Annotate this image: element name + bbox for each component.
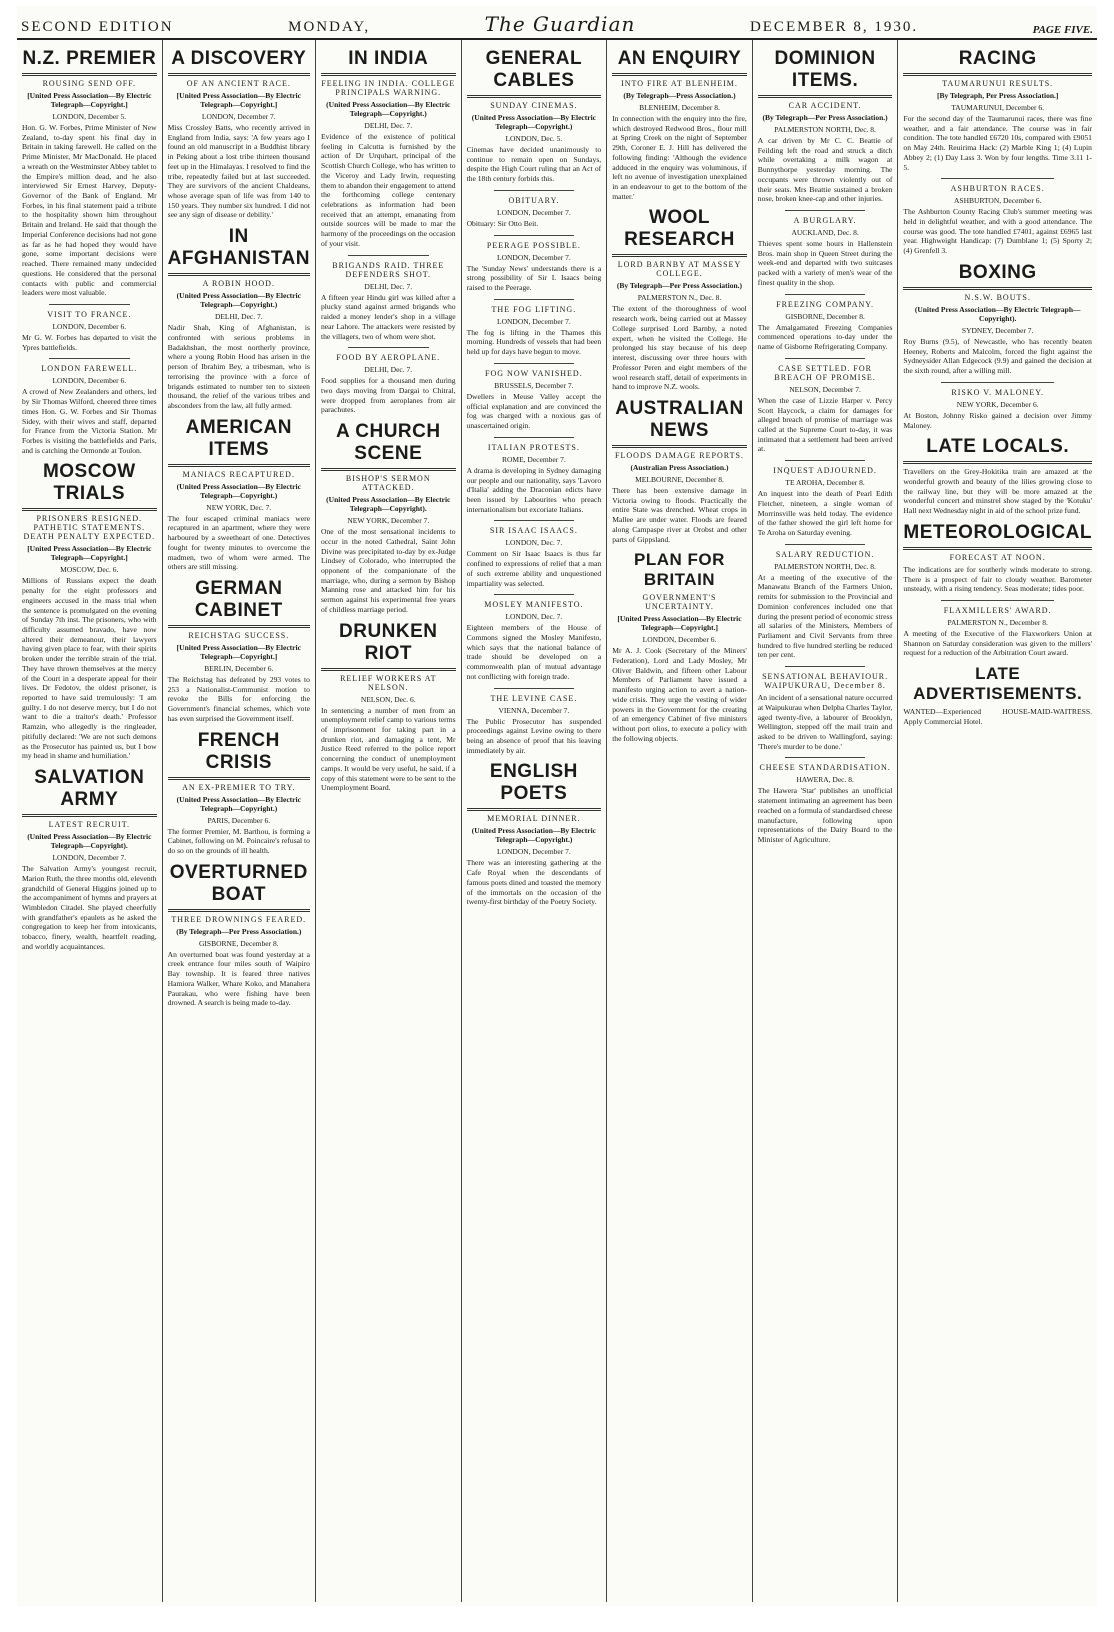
article-body: The extent of the thoroughness of wool research work, being carried out at Massey College surprised Lord Barnby, a noted expert, when he visited the College. He prolonged his stay because of his deep interest, discussing over three hours with Professor Peren and eight members of the wool research staff, detail of experiments in hand to improve N.Z. wools. xyxy=(612,304,747,392)
article-body: Mr G. W. Forbes has departed to visit the Ypres battlefields. xyxy=(22,332,157,352)
article-body: The Public Prosecutor has suspended proceedings against Levine owing to there being an absence of proof that his leaving immediately by air. xyxy=(466,716,602,755)
article-body: When the case of Lizzie Harper v. Percy Scott Haycock, a claim for damages for alleged breach of promise of marriage was called at the Supreme Court to-day, it was intimated that a settlement had been arrived at. xyxy=(757,395,893,454)
article-body: The Amalgamated Freezing Companies commenced operations to-day under the name of Gisborne Refrigerating Company. xyxy=(757,322,893,352)
article-subhead: PEERAGE POSSIBLE. xyxy=(486,240,581,250)
article xyxy=(903,178,1092,256)
article xyxy=(612,398,747,544)
article xyxy=(758,48,893,204)
article xyxy=(758,757,893,844)
article-subhead: INQUEST ADJOURNED. xyxy=(773,466,877,476)
divider xyxy=(785,210,866,211)
article-subhead: LONDON FAREWELL. xyxy=(41,364,138,374)
article-body: The fog is lifting in the Thames this morning. Hundreds of vessels that had been held up for days have begun to move. xyxy=(466,327,602,357)
article xyxy=(903,436,1092,516)
article-headline: A DISCOVERY xyxy=(168,48,310,76)
divider xyxy=(785,460,866,461)
article-body: The indications are for southerly winds moderate to strong. There is a prospect of fair to cloudy weather. Barometer unsteady, with a rising tendency. Seas moderate; tides poor. xyxy=(903,564,1092,594)
article xyxy=(467,299,602,357)
divider xyxy=(49,304,130,305)
divider xyxy=(494,520,575,521)
article xyxy=(758,210,893,288)
dateline: PALMERSTON N., December 8. xyxy=(947,617,1048,627)
dateline: DELHI, Dec. 7. xyxy=(214,312,263,322)
article-subhead: N.S.W. BOUTS. xyxy=(964,292,1031,302)
article xyxy=(467,48,602,184)
article-headline: AMERICAN ITEMS xyxy=(168,417,310,467)
page-number: PAGE FIVE. xyxy=(1032,24,1093,36)
article-body: Thieves spent some hours in Hallenstein Bros. main shop in Queen Street during the week-end and departed with two suitcases packed with a variety of men's wear of the finest quality in the shop. xyxy=(757,239,893,287)
wire-credit: (United Press Association—By Electric Telegraph—Copyright.) xyxy=(471,826,596,845)
dateline: NELSON, December 7. xyxy=(789,384,861,394)
wire-credit: [United Press Association—By Electric Telegraph—Copyright.] xyxy=(27,544,152,563)
column-4 xyxy=(462,40,608,1602)
article-subhead: FLOODS DAMAGE REPORTS. xyxy=(615,450,744,460)
article-headline: GERMAN CABINET xyxy=(168,578,310,628)
wire-credit: (By Telegraph—Per Press Association.) xyxy=(176,926,302,936)
article xyxy=(612,207,747,391)
dateline: PALMERSTON N., Dec. 8. xyxy=(637,293,722,303)
article-body: At a meeting of the executive of the Manawatu Branch of the Farmers Union, remits for submission to the Provincial and Dominion conferences included one that during the present period of economic stress all salaries of the Ministers, Members of Parliament and Civil Servants from three hundred to five hundred sterling be reduced ten per cent. xyxy=(757,572,893,660)
article-body: Comment on Sir Isaac Isaacs is thus far confined to expressions of relief that a man of such extreme ability and unquestioned impartiality was selected. xyxy=(466,549,602,588)
divider xyxy=(941,600,1054,601)
article-subhead: FOOD BY AEROPLANE. xyxy=(336,353,441,363)
dateline: SYDNEY, December 7. xyxy=(961,325,1034,335)
divider xyxy=(348,255,429,256)
day-label: MONDAY, xyxy=(288,19,371,35)
wire-credit: [By Telegraph, Per Press Association.] xyxy=(936,91,1059,100)
article-headline: FRENCH CRISIS xyxy=(168,730,310,780)
article-subhead: LORD BARNBY AT MASSEY COLLEGE. xyxy=(617,260,742,279)
article-body: WANTED—Experienced HOUSE-MAID-WAITRESS. Apply Commercial Hotel. xyxy=(903,707,1092,726)
divider xyxy=(494,437,575,438)
dateline: LONDON, Dec. 5. xyxy=(505,134,563,143)
article-subhead: FLAXMILLERS' AWARD. xyxy=(943,605,1052,615)
article-subhead: MOSLEY MANIFESTO. xyxy=(484,600,584,610)
divider xyxy=(785,666,866,667)
divider xyxy=(494,363,575,364)
article-subhead: AN EX-PREMIER TO TRY. xyxy=(182,782,296,792)
article-body: Food supplies for a thousand men during two days moving from Dargai to Chitral, were dropped from aeroplanes from air parachutes. xyxy=(320,376,456,415)
article xyxy=(321,347,456,415)
wire-credit: (By Telegraph—Per Press Association.) xyxy=(616,281,743,291)
article xyxy=(168,48,310,220)
article-subhead: A BURGLARY. xyxy=(793,216,857,226)
article-subhead: FEELING IN INDIA. COLLEGE PRINCIPALS WARNING. xyxy=(321,79,456,97)
dateline: DELHI, Dec. 7. xyxy=(364,281,413,291)
wire-credit: (United Press Association—By Electric Telegraph—Copyright.) xyxy=(176,481,301,500)
article-subhead: ASHBURTON RACES. xyxy=(950,184,1045,194)
wire-credit: (United Press Association—By Electric Telegraph—Copyright.) xyxy=(176,794,301,813)
article-body: A drama is developing in Sydney damaging our people and our nationality, says 'Lavoro d'Italia' adding the Draconian edicts have been issued by Labourites who preach internationalism but excoriate Italians. xyxy=(466,465,602,514)
article xyxy=(22,48,157,298)
column-1 xyxy=(17,40,163,1602)
article xyxy=(467,761,602,907)
article xyxy=(168,862,310,1008)
article-body: Nadir Shah, King of Afghanistan, is confronted with serious problems in Badakhshan, the most northerly province, where a young Robin Hood has arisen in the person of Ibrahim Bey, a tribesman, who is terrorising the province with a force of brigands estimated to number ten to sixteen thousand, the relief of the various tribes and absconders from the law, all fully armed. xyxy=(167,323,310,410)
article-subhead: FOG NOW VANISHED. xyxy=(485,368,583,378)
dateline: NEW YORK, Dec. 7. xyxy=(206,502,272,512)
article-subhead: RELIEF WORKERS AT NELSON. xyxy=(340,673,437,692)
article xyxy=(22,304,157,352)
dateline: LONDON, December 7. xyxy=(52,853,127,863)
dateline: MELBOURNE, December 8. xyxy=(635,474,724,484)
article-headline: IN AFGHANISTAN xyxy=(168,226,310,276)
article xyxy=(168,578,310,724)
article-headline: A CHURCH SCENE xyxy=(321,421,456,471)
article-headline: AN ENQUIRY xyxy=(612,48,747,76)
article-headline: SALVATION ARMY xyxy=(22,767,157,817)
article-subhead: BRIGANDS RAID. THREE DEFENDERS SHOT. xyxy=(332,260,445,279)
dateline: BLENHEIM, December 8. xyxy=(639,103,720,112)
article-headline: RACING xyxy=(903,48,1092,76)
article-subhead: REICHSTAG SUCCESS. xyxy=(188,630,290,640)
article-body: Hon. G. W. Forbes, Prime Minister of New Zealand, to-day spent his final day in Britain in taking farewell. He called on the Prime Minister, Mr MacDonald. He placed a wreath on the Westminster Abbey tablet to the Empire's million dead, and he also interviewed Sir Ernest Harvey, Deputy-Governor of the Bank of England. Mr Forbes, in his final statement paid a tribute to the hospitality shown him throughout Britain and Ireland. He said that though the Imperial Conference decisions had not gone as far as he had hoped they would have gone, some important decisions were reached. There remained many undecided questions. He considered that the personal contacts with public and commercial leaders were most valuable. xyxy=(22,123,157,298)
column-3 xyxy=(316,40,462,1602)
article-subhead: MANIACS RECAPTURED. xyxy=(182,469,295,479)
article-subhead: OBITUARY. xyxy=(508,195,560,205)
article-headline: WOOL RESEARCH xyxy=(612,207,747,257)
dateline: MOSCOW, Dec. 6. xyxy=(60,565,119,575)
article-body: Cinemas have decided unanimously to continue to remain open on Sundays, despite the High Court ruling that an Act of the 18th century forbids this. xyxy=(466,145,602,184)
article xyxy=(321,255,456,342)
article xyxy=(903,664,1092,726)
article-body: An overturned boat was found yesterday at a creek entrance four miles south of Waipiro Bay township. It is feared three natives Hamiora Walker, Whare Koko, and Manahera Paurakau, who were fishing have been drowned. A search is being made to-day. xyxy=(167,949,310,1008)
article xyxy=(758,358,893,454)
article xyxy=(903,382,1092,430)
divider xyxy=(494,190,575,191)
article-subhead: FREEZING COMPANY. xyxy=(776,299,875,309)
wire-credit: (By Telegraph—Press Association.) xyxy=(623,91,736,100)
divider xyxy=(494,299,575,300)
article-body: An incident of a sensational nature occurred at Waipukurau when Delpha Charles Taylor, aged twenty-five, a labourer of Brooklyn, Wellington, stepped off the mail train and asked to be driven to Wallingford, saying: 'There's murder to be done.' xyxy=(757,693,893,751)
newspaper-page xyxy=(17,6,1097,1606)
wire-credit: [United Press Association—By Electric Telegraph—Copyright.] xyxy=(27,91,152,109)
article xyxy=(612,550,747,743)
article xyxy=(903,48,1092,172)
masthead xyxy=(17,6,1097,40)
article-headline: N.Z. PREMIER xyxy=(22,48,157,76)
article xyxy=(903,600,1092,658)
article-headline: IN INDIA xyxy=(321,48,456,76)
article-body: One of the most sensational incidents to occur in the noted Cathedral, Saint John Divine was precipitated to-day by ex-Judge Lindsey of Colorado, who interrupted the opponent of the companionate of the marriage, who, during a sermon by Bishop Manning rose and attacked him for his sermon against his experimental free years of childless marriage period. xyxy=(320,527,456,614)
article-body: The Hawera 'Star' publishes an unofficial statement intimating an agreement has been reached on a formula of standardised cheese manufacture, following upon representations of the Dairy Board to the Minister of Agriculture. xyxy=(757,786,893,845)
article-body: There was an interesting gathering at the Cafe Royal when the descendants of famous poets dined and toasted the memory of the immortals on the occasion of the twenty-first birthday of the Poetry Society. xyxy=(466,858,602,907)
wire-credit: (Australian Press Association.) xyxy=(630,462,729,472)
article-subhead: INTO FIRE AT BLENHEIM. xyxy=(621,79,738,88)
article-subhead: CHEESE STANDARDISATION. xyxy=(759,763,891,773)
dateline: TE AROHA, December 8. xyxy=(785,478,865,488)
article-subhead: LATEST RECRUIT. xyxy=(48,820,130,830)
article-body: In sentencing a number of men from an unemployment relief camp to various terms of imprisonment for taking part in a drunken riot, and damaging a tent, Mr Justice Reed referred to the police report concerning the conduct of unemployment camps. It would be very useful, he said, if a copy of this statement were to be sent to the Unemployment Board. xyxy=(320,705,456,793)
article-body: In connection with the enquiry into the fire, which destroyed Redwood Bros., flour mill at Spring Creek on the night of September 29th, Coroner E. J. Hill has delivered the following finding: 'Although the evidence adduced in the enquiry was voluminous, if left no avenue of investigation unexplained in an endeavour to get to the bottom of the matter.' xyxy=(612,114,747,201)
dateline: VIENNA, December 7. xyxy=(498,705,570,715)
article-body: A car driven by Mr C. C. Beattie of Feilding left the road and struck a ditch while overtaking a milk wagon at Bunnythorpe yesterday morning. The occupants were thrown violently out of their seats. Mrs Beattie sustained a broken nose, broken knee-cap and other injuries. xyxy=(757,136,893,204)
article xyxy=(168,417,310,572)
article-subhead: SENSATIONAL BEHAVIOUR. WAIPUKURAU, December 8. xyxy=(762,672,889,691)
article xyxy=(758,666,893,751)
dateline: ASHBURTON, December 6. xyxy=(954,196,1042,206)
dateline: NELSON, Dec. 6. xyxy=(360,694,416,704)
article-subhead: TAUMARUNUI RESULTS. xyxy=(942,79,1054,88)
column-5 xyxy=(607,40,753,1602)
article xyxy=(321,421,456,614)
dateline: GISBORNE, December 8. xyxy=(785,311,865,321)
column-6 xyxy=(753,40,899,1602)
wire-credit: (United Press Association—By Electric Telegraph—Copyright.) xyxy=(326,100,451,118)
divider xyxy=(941,382,1054,383)
dateline: LONDON, December 7. xyxy=(497,252,571,262)
dateline: DELHI, Dec. 7. xyxy=(364,121,413,130)
column-2 xyxy=(163,40,316,1602)
article xyxy=(758,294,893,352)
article-body: A meeting of the Executive of the Flaxworkers Union at Shannon on Saturday consideration was given to the millers' request for a reduction of the Arbitration Court award. xyxy=(903,628,1092,658)
article-subhead: THE FOG LIFTING. xyxy=(491,304,577,314)
article xyxy=(467,594,602,681)
article xyxy=(321,621,456,793)
article-headline: PLAN FOR BRITAIN xyxy=(634,550,725,590)
article-headline: ENGLISH POETS xyxy=(467,761,602,811)
dateline: PARIS, December 6. xyxy=(207,815,271,825)
article-subhead: CASE SETTLED. FOR BREACH OF PROMISE. xyxy=(774,363,876,382)
article-subhead: SIR ISAAC ISAACS. xyxy=(489,526,578,536)
edition-label: SECOND EDITION xyxy=(21,19,174,35)
dateline: DELHI, Dec. 7. xyxy=(364,365,413,375)
article xyxy=(22,767,157,951)
article-body: There has been extensive damage in Victoria owing to floods. Practically the entire State was drenched. Wheat crops in Mallee are under water. Floods are feared along Campaspe river at Orobst and other parts of Gippsland. xyxy=(612,485,747,544)
article-body: A fifteen year Hindu girl was killed after a plucky stand against armed brigands who raided a money lender's shop in a village near Lahore. The attackers were resisted by the villagers, two of whom were shot. xyxy=(320,292,456,341)
dateline: LONDON, December 7. xyxy=(497,316,571,326)
article xyxy=(321,48,456,249)
article-body: An inquest into the death of Pearl Edith Fletcher, nineteen, a single woman of Morrinsville was held today. The evidence of the father showed the girl left home for Te Aroha on Saturday evening. xyxy=(757,489,893,537)
article-subhead: PRISONERS RESIGNED. PATHETIC STATEMENTS. DEATH PENALTY EXPECTED. xyxy=(23,514,156,542)
divider xyxy=(348,347,429,348)
dateline: PALMERSTON NORTH, Dec. 8. xyxy=(774,561,876,571)
columns xyxy=(17,40,1097,1602)
article-subhead: MEMORIAL DINNER. xyxy=(487,814,581,824)
article xyxy=(467,437,602,515)
article-body: At Boston, Johnny Risko gained a decision over Jimmy Maloney. xyxy=(903,410,1092,430)
article-subhead: A ROBIN HOOD. xyxy=(202,279,275,289)
article-body: Dwellers in Meuse Valley accept the official explanation and are convinced the fog was charged with a noxious gas of unascertained origin. xyxy=(466,391,602,431)
dateline: LONDON, December 5. xyxy=(52,112,127,121)
article-subhead: THREE DROWNINGS FEARED. xyxy=(171,914,307,924)
dateline: BRUSSELS, December 7. xyxy=(494,380,574,390)
dateline: PALMERSTON NORTH, Dec. 8. xyxy=(774,125,876,134)
wire-credit: [United Press Association—By Electric Telegraph—Copyright.] xyxy=(176,642,301,661)
article-subhead: RISKO V. MALONEY. xyxy=(951,387,1044,397)
article-body: The 'Sunday News' understands there is a strong possibility of Sir I. Isaacs being raised to the Peerage. xyxy=(466,263,602,293)
article-headline: AUSTRALIAN NEWS xyxy=(612,398,747,448)
divider xyxy=(494,594,575,595)
dateline: HAWERA, Dec. 8. xyxy=(796,775,854,785)
dateline: LONDON, December 6. xyxy=(52,376,127,386)
article xyxy=(467,363,602,431)
article-headline: BOXING xyxy=(903,262,1092,290)
article-body: The former Premier, M. Barthou, is forming a Cabinet, following on M. Poincaire's refusal to do so on the grounds of ill health. xyxy=(167,826,310,855)
article-headline: LATE LOCALS. xyxy=(903,436,1092,464)
wire-credit: (United Press Association—By Electric Telegraph—Copyright). xyxy=(27,832,152,851)
wire-credit: (United Press Association—By Electric Telegraph—Copyright). xyxy=(326,495,451,514)
article xyxy=(758,544,893,660)
dateline: AUCKLAND, Dec. 8. xyxy=(791,228,859,238)
column-7 xyxy=(898,40,1097,1602)
wire-credit: (United Press Association—By Electric Telegraph—Copyright). xyxy=(914,304,1081,323)
divider xyxy=(785,358,866,359)
wire-credit: (United Press Association—By Electric Telegraph—Copyright.) xyxy=(471,113,596,131)
dateline: LONDON, Dec. 7. xyxy=(505,612,563,622)
article-body: A crowd of New Zealanders and others, led by Sir Thomas Wilford, cheered three times times Hon. G. W. Forbes and Sir Thomas Sidey, with their wives and staff, departed for France from the Victoria Station. Mr Forbes is visiting the battlefields and Paris, and is catching the Ormonde at Toulon. xyxy=(22,387,157,455)
divider xyxy=(494,235,575,236)
article-subhead: OF AN ANCIENT RACE. xyxy=(186,79,291,88)
article xyxy=(758,460,893,538)
divider xyxy=(785,757,866,758)
divider xyxy=(785,294,866,295)
article-body: Millions of Russians expect the death penalty for the eight professors and engineers accused in the mass trial when the sentence is promulgated on the evening of Sunday 7th inst. The prisoners, who with difficulty assumed bravado, have now altered their demeanour, their lawyers having given place to fear, with their spirits broken under the terrible strain of the trial. They have thrown themselves at the mercy of the Court in a desperate appeal for their lives. Dr Fedotov, the oldest prisoner, is reported to have said tremulously: 'I am guilty. I do not deserve mercy, but I do not want to die a traitor's death.' Professor Ramzin, who allegedly is the ringleader, pitifully declared: 'We are not such demons as the Prosecutor has painted us, but I bow my head in shame and humiliation.' xyxy=(22,576,157,761)
dateline: ROME, December 7. xyxy=(502,454,566,464)
article-subhead: FORECAST AT NOON. xyxy=(949,552,1046,562)
article-subhead: CAR ACCIDENT. xyxy=(788,101,862,110)
issue-date: DECEMBER 8, 1930. xyxy=(749,19,919,35)
article-body: The Reichstag has defeated by 293 votes to 253 a Nationalist-Communist motion to revoke the Bills for enforcing the Government's financial schemes, which vote has even surprised the Government itself. xyxy=(167,674,310,723)
dateline: LONDON, December 6. xyxy=(52,321,127,331)
article-body: For the second day of the Taumarunui races, there was fine weather, and a fair attendance. The course was in fair condition. The tote handled £6720 10s, compared with £9051 on May 24th. Reuirima Hack: (2) Marble King 1; (4) Lupin Abbey 2; (1) Day Lass 3. Won by four lengths. Time 3.11 1-5. xyxy=(903,114,1092,172)
divider xyxy=(494,688,575,689)
article xyxy=(467,688,602,756)
article xyxy=(903,522,1092,594)
article-subhead: BISHOP'S SERMON ATTACKED. xyxy=(345,474,431,493)
article-body: Roy Burns (9.5), of Newcastle, who has recently beaten Heeney, Roberts and Malcolm, forced the fight against the Sydneysider Allan Edgecock (9.9) and gained the decision at the sixth round, after a willing mill. xyxy=(903,336,1092,376)
dateline: LONDON, December 7. xyxy=(497,207,571,217)
article-subhead: GOVERNMENT'S UNCERTAINTY. xyxy=(642,593,717,612)
wire-credit: (United Press Association—By Electric Telegraph—Copyright.) xyxy=(176,291,301,310)
wire-credit: [United Press Association—By Electric Telegraph—Copyright.] xyxy=(617,614,742,633)
article xyxy=(168,730,310,856)
article xyxy=(467,235,602,293)
article-body: The Salvation Army's youngest recruit, Marion Ruth, the three months old, eleventh grandchild of General Higgins joined up to the accompaniment of hymns and prayers at Wimbledon Citadel. She played cheerfully with grandfather's epaulets as he asked the congregation to keep her from intoxicants, tobacco, finery, wealth, heartfelt reading, and worldly acquaintances. xyxy=(22,864,157,951)
article-body: Obituary: Sir Otto Beit. xyxy=(466,218,539,228)
article xyxy=(467,190,602,229)
article-subhead: ROUSING SEND OFF. xyxy=(42,79,137,88)
dateline: BERLIN, December 6. xyxy=(204,663,274,673)
article-body: Evidence of the existence of political feeling in Calcutta is furnished by the action of Dr Urquhart, principal of the Scottish Church College, who has written to the Viceroy and Lady Irwin, requesting them to abandon their engagement to attend the forthcoming college centenary celebrations as information had been received that an attempt, emanating from outside sources will be made to mar the harmony of the proceedings on the occasion of your visit. xyxy=(320,132,456,248)
article-body: The four escaped criminal maniacs were recaptured in an apartment, where they were harboured by a sweetheart of one. Detectives fought for twenty minutes to overcome the madmen, two of whom were armed. The others are still missing. xyxy=(167,513,310,572)
article xyxy=(612,48,747,201)
divider xyxy=(785,544,866,545)
article-subhead: SALARY REDUCTION. xyxy=(775,549,875,559)
article-body: Mr A. J. Cook (Secretary of the Miners' Federation), Lord and Lady Mosley, Mr Oliver Baldwin, and fifteen other Labour Members of Parliament have issued a manifesto urging action to avert a nation-wide crisis. They urge the vesting of wider powers in the Government for the creating of an emergency Cabinet of five ministers without port olios, to execute a policy with the following objects. xyxy=(612,646,747,743)
divider xyxy=(49,358,130,359)
article-headline: OVERTURNED BOAT xyxy=(168,862,310,912)
dateline: LONDON, December 7. xyxy=(497,847,571,857)
article-body: Miss Crossley Batts, who recently arrived in England from India, says: 'A few years ago I found an old manuscript in a Buddhist library in Peking about a lost tribe thirteen thousand feet up in the Himalayas. I resolved to find the tribe, repeatedly failed but at last succeeded. They are survivors of the ancient Chaldeans, whose average span of life was from 140 to 150 years. They number six hundred. I did not see any sign of disease or debility.' xyxy=(167,123,310,220)
article xyxy=(22,358,157,455)
article-headline: METEOROLOGICAL xyxy=(903,522,1092,550)
article-headline: DOMINION ITEMS. xyxy=(758,48,893,98)
article-subhead: VISIT TO FRANCE. xyxy=(47,309,132,319)
dateline: GISBORNE, December 8. xyxy=(199,938,279,948)
dateline: LONDON, December 7. xyxy=(201,112,276,121)
article xyxy=(22,461,157,761)
article-headline: DRUNKEN RIOT xyxy=(321,621,456,671)
article xyxy=(467,520,602,588)
dateline: NEW YORK, December 7. xyxy=(347,516,430,526)
paper-title: The Guardian xyxy=(484,12,636,36)
article-headline: GENERAL CABLES xyxy=(467,48,602,98)
divider xyxy=(941,178,1054,179)
article-body: Eighteen members of the House of Commons signed the Mosley Manifesto, which says that the national balance of trade should be developed on a commonwealth plan of mutual advantage not conflicting with foreign trade. xyxy=(466,623,602,681)
dateline: LONDON, December 6. xyxy=(642,635,717,645)
article-subhead: ITALIAN PROTESTS. xyxy=(487,442,580,452)
article-body: The Ashburton County Racing Club's summer meeting was held in delightful weather, and with a good attendance. The course was good. The tote handled £7401, against £6965 last year. Highweight Handicap: (7) Dumblane 1; (5) Sporty 2; (4) Grenfell 3. xyxy=(903,207,1092,256)
dateline: LONDON, Dec. 7. xyxy=(505,538,563,548)
dateline: TAUMARUNUI, December 6. xyxy=(951,103,1045,112)
article-body: Travellers on the Grey-Hokitika train are amazed at the wonderful growth and beauty of the lilies growing close to the railway line, but they will be more amazed at the wonderful concert and minstrel show staged by the 'Kotuku' Hall next Wednesday night in aid of the school prize fund. xyxy=(903,467,1092,516)
article-subhead: SUNDAY CINEMAS. xyxy=(490,101,578,110)
article-headline: LATE ADVERTISEMENTS. xyxy=(913,664,1083,704)
dateline: NEW YORK, December 6. xyxy=(956,399,1039,409)
wire-credit: [United Press Association—By Electric Telegraph—Copyright.] xyxy=(176,91,301,109)
article xyxy=(903,262,1092,376)
article-subhead: THE LEVINE CASE. xyxy=(490,693,578,703)
article xyxy=(168,226,310,410)
wire-credit: (By Telegraph—Per Press Association.) xyxy=(762,113,888,122)
article-headline: MOSCOW TRIALS xyxy=(22,461,157,511)
